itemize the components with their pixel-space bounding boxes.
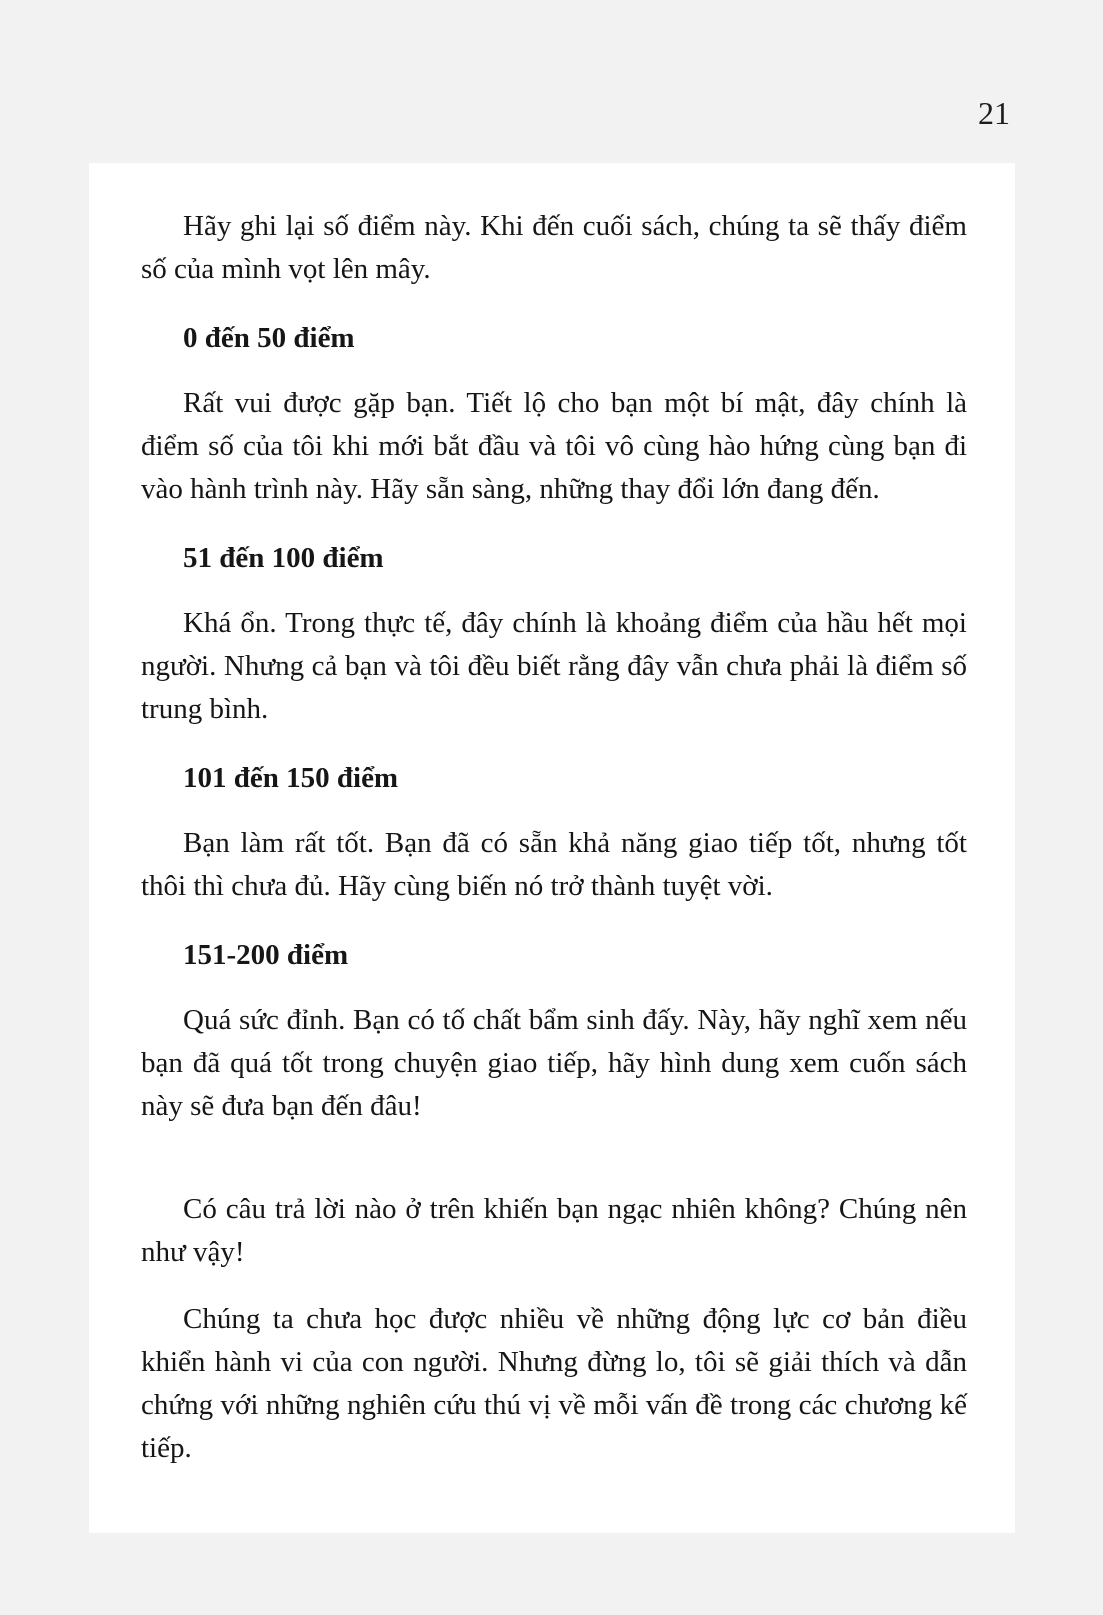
section-heading-51-100: 51 đến 100 điểm — [183, 542, 384, 574]
section-heading-101-150: 101 đến 150 điểm — [183, 762, 399, 794]
paragraph-0-50: Rất vui được gặp bạn. Tiết lộ cho bạn một bí mật, đây chính là điểm số của tôi khi mới bắt đầu và tôi vô cùng hào hứng cùng bạn đi vào hành trình này. Hãy sẵn sàng, những thay đổi lớn đang đến. — [141, 387, 967, 505]
page-number: 21 — [978, 95, 1010, 131]
paragraph-101-150: Bạn làm rất tốt. Bạn đã có sẵn khả năng giao tiếp tốt, nhưng tốt thôi thì chưa đủ. Hãy cùng biến nó trở thành tuyệt vời. — [141, 827, 967, 902]
book-page — [89, 163, 1015, 1533]
paragraph-51-100: Khá ổn. Trong thực tế, đây chính là khoảng điểm của hầu hết mọi người. Nhưng cả bạn và tôi đều biết rằng đây vẫn chưa phải là điểm số trung bình. — [141, 607, 967, 725]
paragraph-closing: Chúng ta chưa học được nhiều về những động lực cơ bản điều khiển hành vi của con người. Nhưng đừng lo, tôi sẽ giải thích và dẫn chứng với những nghiên cứu thú vị về mỗi vấn đề trong các chương kế tiếp. — [141, 1303, 967, 1464]
paragraph-151-200: Quá sức đỉnh. Bạn có tố chất bẩm sinh đấy. Này, hãy nghĩ xem nếu bạn đã quá tốt trong chuyện giao tiếp, hãy hình dung xem cuốn sách này sẽ đưa bạn đến đâu! — [141, 1004, 967, 1122]
section-heading-0-50: 0 đến 50 điểm — [183, 322, 355, 354]
paragraph-surprise: Có câu trả lời nào ở trên khiến bạn ngạc nhiên không? Chúng nên như vậy! — [141, 1193, 967, 1268]
paragraph-intro: Hãy ghi lại số điểm này. Khi đến cuối sách, chúng ta sẽ thấy điểm số của mình vọt lên mây. — [141, 210, 967, 285]
section-heading-151-200: 151-200 điểm — [183, 939, 349, 971]
